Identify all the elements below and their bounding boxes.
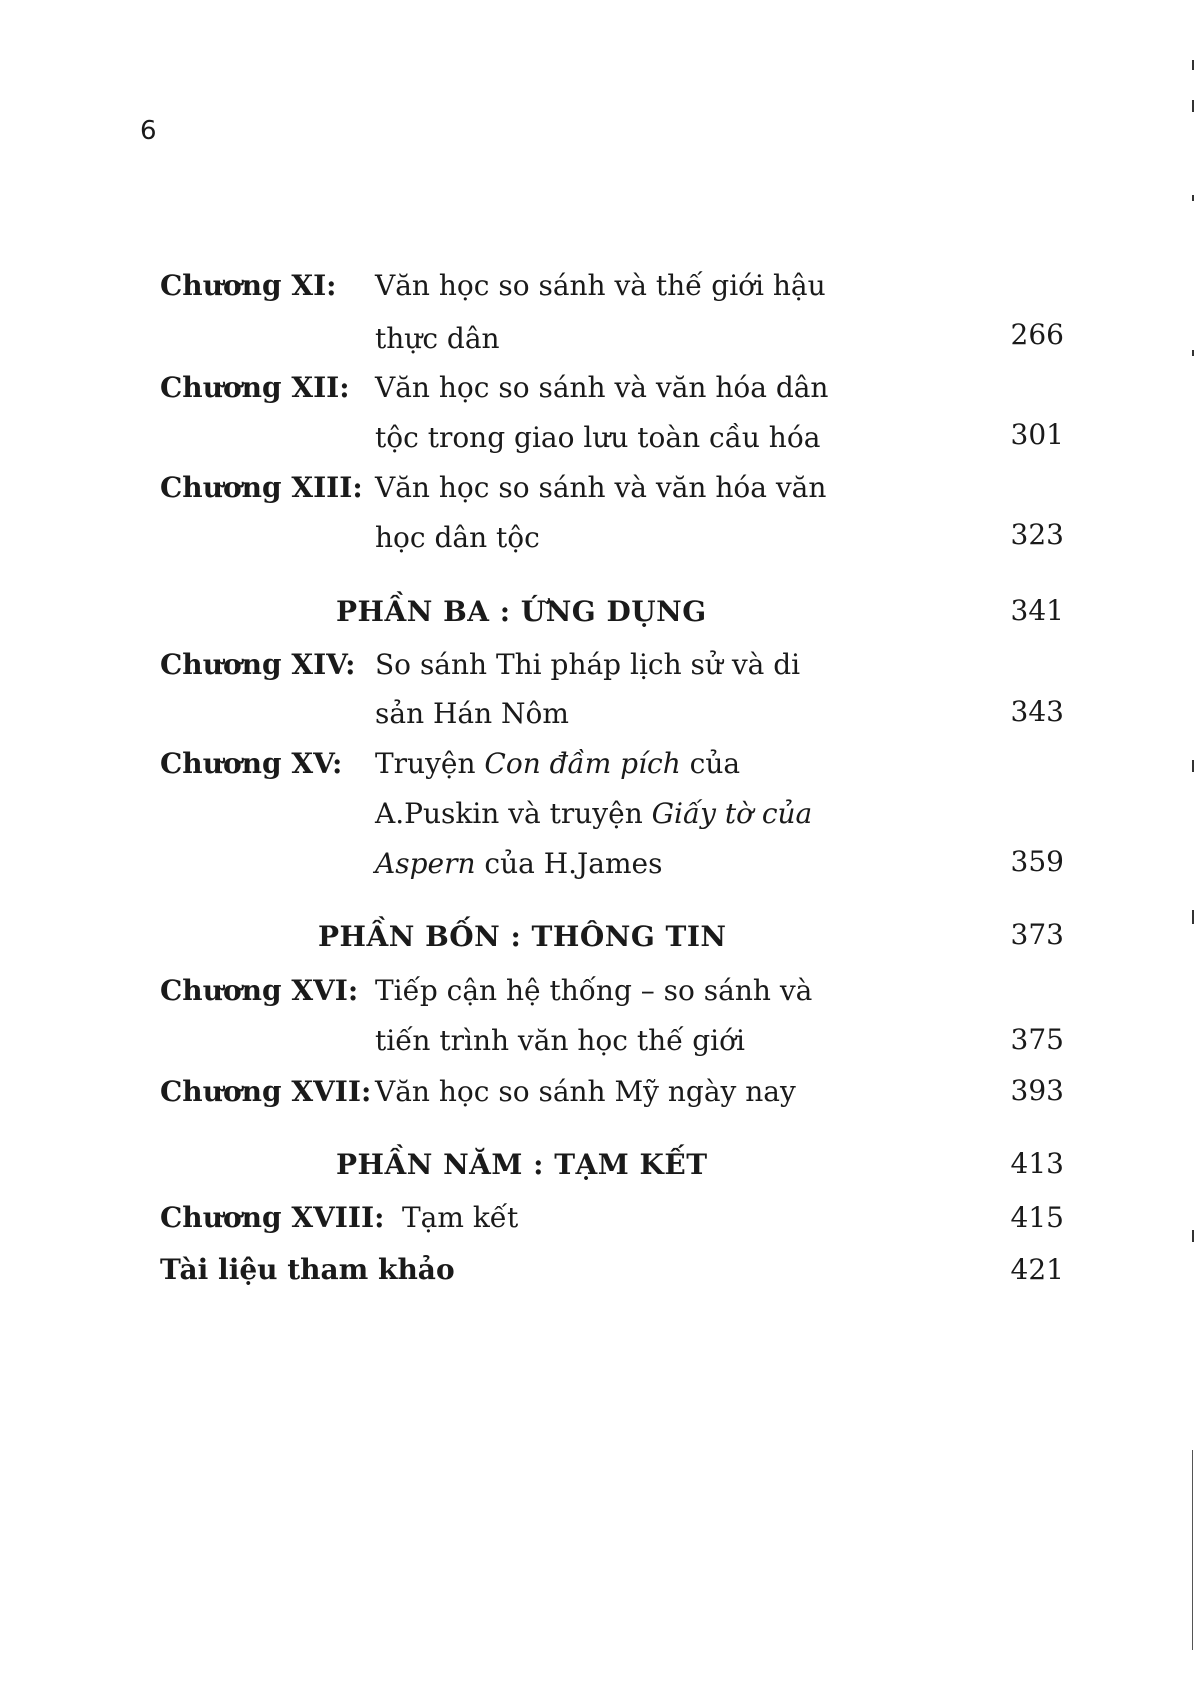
page-number: 6 <box>140 116 157 146</box>
chapter-label: Chương XV: <box>160 747 343 780</box>
chapter-page-number: 266 <box>1010 318 1064 351</box>
chapter-title-line: Văn học so sánh Mỹ ngày nay <box>375 1075 796 1108</box>
chapter-title-line: thực dân <box>375 322 500 355</box>
title-italic: Aspern <box>375 847 476 880</box>
chapter-page-number: 393 <box>1010 1074 1064 1107</box>
scan-edge-marks <box>1192 0 1194 1689</box>
chapter-title-line: sản Hán Nôm <box>375 697 569 730</box>
part-heading: PHẦN BA : ỨNG DỤNG <box>336 595 707 628</box>
chapter-title-line: Văn học so sánh và thế giới hậu <box>375 269 826 302</box>
part-page-number: 373 <box>1010 918 1064 951</box>
chapter-label: Chương XIII: <box>160 471 363 504</box>
title-text: của H.James <box>475 847 663 880</box>
chapter-title-line: So sánh Thi pháp lịch sử và di <box>375 648 801 681</box>
chapter-label: Chương XI: <box>160 269 337 302</box>
chapter-title-line <box>375 797 813 830</box>
chapter-label: Chương XVIII: <box>160 1201 385 1234</box>
chapter-label: Chương XII: <box>160 371 350 404</box>
chapter-page-number: 359 <box>1010 845 1064 878</box>
part-page-number: 413 <box>1010 1147 1064 1180</box>
chapter-title-line: Tạm kết <box>402 1201 519 1234</box>
title-text: Truyện <box>375 747 485 780</box>
chapter-page-number: 343 <box>1010 695 1064 728</box>
chapter-title-line <box>375 747 741 780</box>
part-heading: PHẦN BỐN : THÔNG TIN <box>318 920 727 953</box>
chapter-label: Chương XIV: <box>160 648 356 681</box>
chapter-page-number: 375 <box>1010 1023 1064 1056</box>
title-italic: Giấy tờ của <box>651 797 813 830</box>
chapter-page-number: 415 <box>1010 1201 1064 1234</box>
title-text: A.Puskin và truyện <box>375 797 652 830</box>
chapter-label: Chương XVII: <box>160 1075 372 1108</box>
chapter-title-line: tiến trình văn học thế giới <box>375 1024 745 1057</box>
chapter-title-line: Tiếp cận hệ thống – so sánh và <box>375 974 813 1007</box>
chapter-title-line: Văn học so sánh và văn hóa dân <box>375 371 829 404</box>
chapter-label: Chương XVI: <box>160 974 359 1007</box>
part-page-number: 341 <box>1010 594 1064 627</box>
chapter-title-line: Văn học so sánh và văn hóa văn <box>375 471 827 504</box>
chapter-page-number: 323 <box>1010 518 1064 551</box>
chapter-title-line: tộc trong giao lưu toàn cầu hóa <box>375 421 821 454</box>
references-page-number: 421 <box>1010 1253 1064 1286</box>
chapter-title-line <box>375 847 663 880</box>
chapter-title-line: học dân tộc <box>375 521 540 554</box>
title-italic: Con đầm pích <box>484 747 681 780</box>
chapter-page-number: 301 <box>1010 418 1064 451</box>
references-heading: Tài liệu tham khảo <box>160 1253 455 1286</box>
part-heading: PHẦN NĂM : TẠM KẾT <box>336 1148 708 1181</box>
title-text: của <box>680 747 741 780</box>
